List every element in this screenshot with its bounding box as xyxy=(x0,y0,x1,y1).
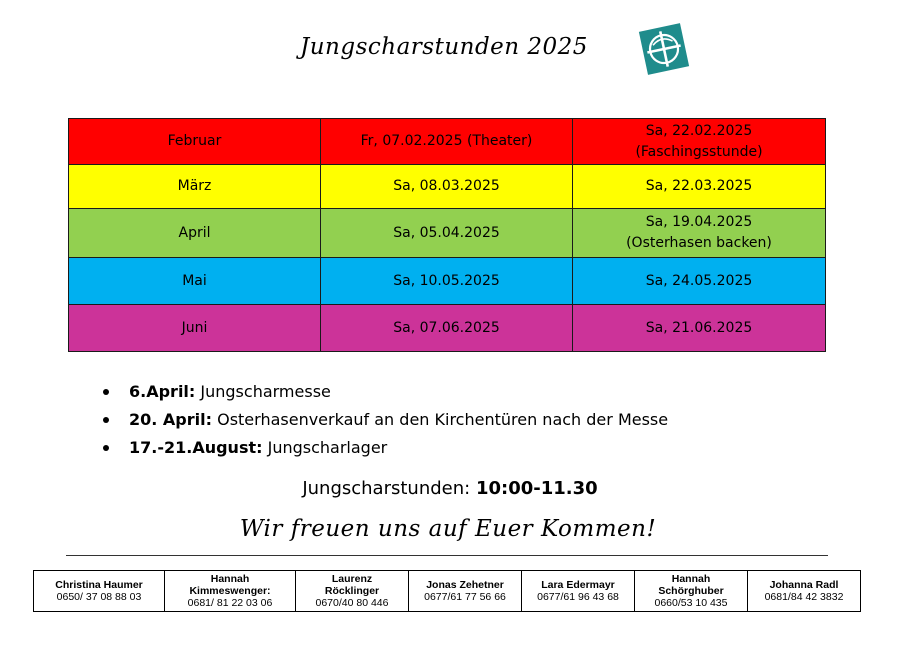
times-value: 10:00-11.30 xyxy=(475,478,598,499)
contact-name: Hannah xyxy=(671,573,711,585)
list-item xyxy=(100,406,668,434)
month-cell: Juni xyxy=(69,305,321,352)
date1-cell xyxy=(321,258,573,305)
contact-name: Laurenz xyxy=(331,573,373,585)
date2-cell xyxy=(573,305,826,352)
event-date: 20. April: xyxy=(129,410,213,429)
table-row xyxy=(69,209,826,258)
event-text: Jungscharmesse xyxy=(195,382,331,401)
schedule-table xyxy=(68,118,826,352)
times-label: Jungscharstunden: xyxy=(302,478,476,499)
table-row xyxy=(69,305,826,352)
month-cell: Februar xyxy=(69,119,321,165)
event-date: 17.-21.August: xyxy=(129,438,263,457)
contact-name: Hannah xyxy=(210,573,250,585)
contact-phone: 0660/53 10 435 xyxy=(654,597,728,609)
date1-cell xyxy=(321,165,573,209)
date-text: Fr, 07.02.2025 (Theater) xyxy=(360,133,533,149)
session-times xyxy=(0,478,900,499)
contact-name: Jonas Zehetner xyxy=(426,579,504,591)
event-date: 6.April: xyxy=(129,382,196,401)
table-row xyxy=(69,258,826,305)
contact-phone: 0650/ 37 08 88 03 xyxy=(56,591,142,603)
month-cell: Mai xyxy=(69,258,321,305)
events-list xyxy=(100,378,668,462)
contact-cell xyxy=(635,571,748,612)
date-text: Sa, 22.02.2025 xyxy=(645,122,753,139)
date-text: Sa, 08.03.2025 xyxy=(393,178,500,194)
month-cell: März xyxy=(69,165,321,209)
date2-cell xyxy=(573,119,826,165)
page-title: Jungscharstunden 2025 xyxy=(300,34,588,60)
contact-name: Christina Haumer xyxy=(55,579,143,591)
table-row xyxy=(69,165,826,209)
contact-cell xyxy=(165,571,296,612)
parish-cross-logo-icon xyxy=(636,20,692,78)
contact-phone: 0677/61 77 56 66 xyxy=(424,591,506,603)
contact-cell xyxy=(34,571,165,612)
event-text: Jungscharlager xyxy=(262,438,388,457)
contact-name: Lara Edermayr xyxy=(541,579,615,591)
contact-name: Kimmeswenger: xyxy=(189,585,271,597)
month-cell: April xyxy=(69,209,321,258)
list-item xyxy=(100,378,668,406)
contacts-table xyxy=(33,570,861,612)
date2-cell xyxy=(573,209,826,258)
date-text: Sa, 10.05.2025 xyxy=(393,272,500,289)
table-row xyxy=(69,119,826,165)
contact-cell xyxy=(296,571,409,612)
date-text: Sa, 19.04.2025 xyxy=(645,214,753,230)
contact-phone: 0681/84 42 3832 xyxy=(764,591,844,603)
divider xyxy=(66,555,828,556)
contact-cell xyxy=(522,571,635,612)
date-text: Sa, 24.05.2025 xyxy=(645,272,753,289)
date1-cell xyxy=(321,119,573,165)
contact-phone: 0681/ 81 22 03 06 xyxy=(187,597,273,609)
list-item xyxy=(100,434,668,462)
contact-cell xyxy=(409,571,522,612)
date-text: Sa, 05.04.2025 xyxy=(393,224,500,241)
contact-name: Röcklinger xyxy=(324,585,380,597)
date-text: Sa, 21.06.2025 xyxy=(645,319,753,336)
date-text: (Faschingsstunde) xyxy=(635,143,763,160)
date-text: Sa, 22.03.2025 xyxy=(645,178,753,194)
date2-cell xyxy=(573,165,826,209)
contact-cell xyxy=(748,571,861,612)
contact-name: Johanna Radl xyxy=(769,579,839,591)
contact-phone: 0670/40 80 446 xyxy=(315,597,389,609)
event-text: Osterhasenverkauf an den Kirchentüren nach der Messe xyxy=(212,410,669,429)
date-text: Sa, 07.06.2025 xyxy=(393,319,500,336)
contact-phone: 0677/61 96 43 68 xyxy=(537,591,619,603)
closing-message: Wir freuen uns auf Euer Kommen! xyxy=(239,516,657,542)
date-text: (Osterhasen backen) xyxy=(626,235,772,251)
date1-cell xyxy=(321,209,573,258)
date2-cell xyxy=(573,258,826,305)
date1-cell xyxy=(321,305,573,352)
contact-name: Schörghuber xyxy=(658,585,724,597)
